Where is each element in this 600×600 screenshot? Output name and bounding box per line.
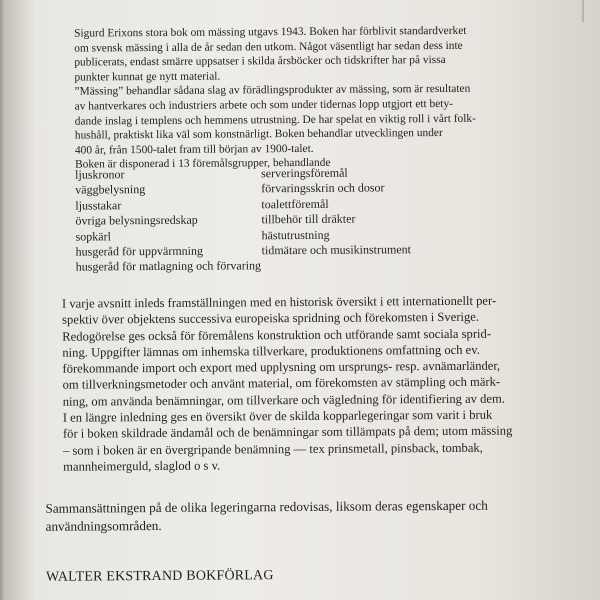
object-group-item: husgeråd för uppvärmning <box>75 243 204 259</box>
body-line: – som i boken är en övergripande benämning — tex prinsmetall, pinsback, tombak, <box>62 440 483 458</box>
closing-paragraph <box>45 496 537 535</box>
intro-line: publicerats, endast smärre uppsatser i skilda årsböcker och tidskrifter har på vissa <box>74 54 446 69</box>
intro-paragraph <box>74 23 525 172</box>
object-group-item: ljuskronor <box>75 167 125 182</box>
object-group-item: väggbelysning <box>75 182 146 197</box>
body-line: spektiv över objektens successiva europeiska spridning och förekomsten i Sverige. <box>62 310 480 327</box>
object-group-item: husgeråd för matlagning och förvaring <box>75 258 262 275</box>
object-group-item: serveringsföremål <box>261 165 348 181</box>
intro-line: av hantverkares och industriers arbete och som under tidernas lopp utgjort ett bety- <box>74 97 453 113</box>
object-group-item: tillbehör till dräkter <box>261 211 356 227</box>
body-line: I en längre inledning ges en översikt över de skilda kopparlegeringar som varit i bruk <box>62 407 493 425</box>
body-line: ning, om använda benämningar, om tillverkare och vägledning för identifiering av dem. <box>62 391 505 409</box>
body-line: för i boken skildrade ändamål och de benämningar som tillämpats på dem; utom mässing <box>62 423 513 442</box>
intro-line: hushåll, praktiskt lika väl som konstnärligt. Boken behandlar utvecklingen under <box>74 127 443 142</box>
intro-line: om svensk mässing i alla de år sedan den utkom. Något väsentligt har sedan dess inte <box>74 39 463 55</box>
intro-line: 400 år, från 1500-talet fram till början av 1900-talet. <box>74 142 314 157</box>
body-line: om tillverkningsmetoder och använt material, om förekomsten av stämpling och märk- <box>62 375 501 393</box>
body-line: Redogörelse ges också för föremålens konstruktion och utförande samt sociala sprid- <box>62 326 492 344</box>
body-line: ning. Uppgifter lämnas om inhemska tillverkare, produktionens omfattning och ev. <box>62 342 480 360</box>
intro-line: dande inslag i templens och hemmens utrustning. De har spelat en viktig roll i vårt folk- <box>74 112 476 128</box>
object-groups-left-column <box>75 166 261 275</box>
object-group-item: sopkärl <box>75 228 111 244</box>
object-group-item: tidmätare och musikinstrument <box>261 242 412 258</box>
intro-line: ”Mässing” behandlar sådana slag av förädlingsprodukter av mässing, som är resultaten <box>74 83 471 98</box>
closing-line: användningsområden. <box>45 517 162 534</box>
publisher-name: WALTER EKSTRAND BOKFÖRLAG <box>45 568 274 585</box>
intro-line: Boken är disponerad i 13 föremålsgrupper, behandlande <box>75 157 331 171</box>
body-line: förekommande import och export med upplysning om ursprungs- resp. avnämarländer, <box>62 358 501 376</box>
intro-line: Sigurd Erixons stora bok om mässing utgavs 1943. Boken har förblivit standardverket <box>74 24 467 40</box>
body-line: mannheimerguld, slaglod o s v. <box>63 458 221 474</box>
body-line: I varje avsnitt inleds framställningen med en historisk översikt i ett internationellt per- <box>61 293 497 311</box>
object-group-item: ljusstakar <box>75 198 122 213</box>
object-group-item: övriga belysningsredskap <box>75 212 198 228</box>
body-paragraph <box>62 292 541 475</box>
object-group-item: toalettföremål <box>261 196 329 212</box>
object-group-item: hästutrustning <box>261 227 330 242</box>
object-group-item: förvaringsskrin och dosor <box>261 180 385 196</box>
object-groups-right-column <box>261 165 411 258</box>
closing-line: Sammansättningen på de olika legeringarna redovisas, liksom deras egenskaper och <box>45 497 488 516</box>
intro-line: punkter kunnat ge nytt material. <box>74 70 221 84</box>
